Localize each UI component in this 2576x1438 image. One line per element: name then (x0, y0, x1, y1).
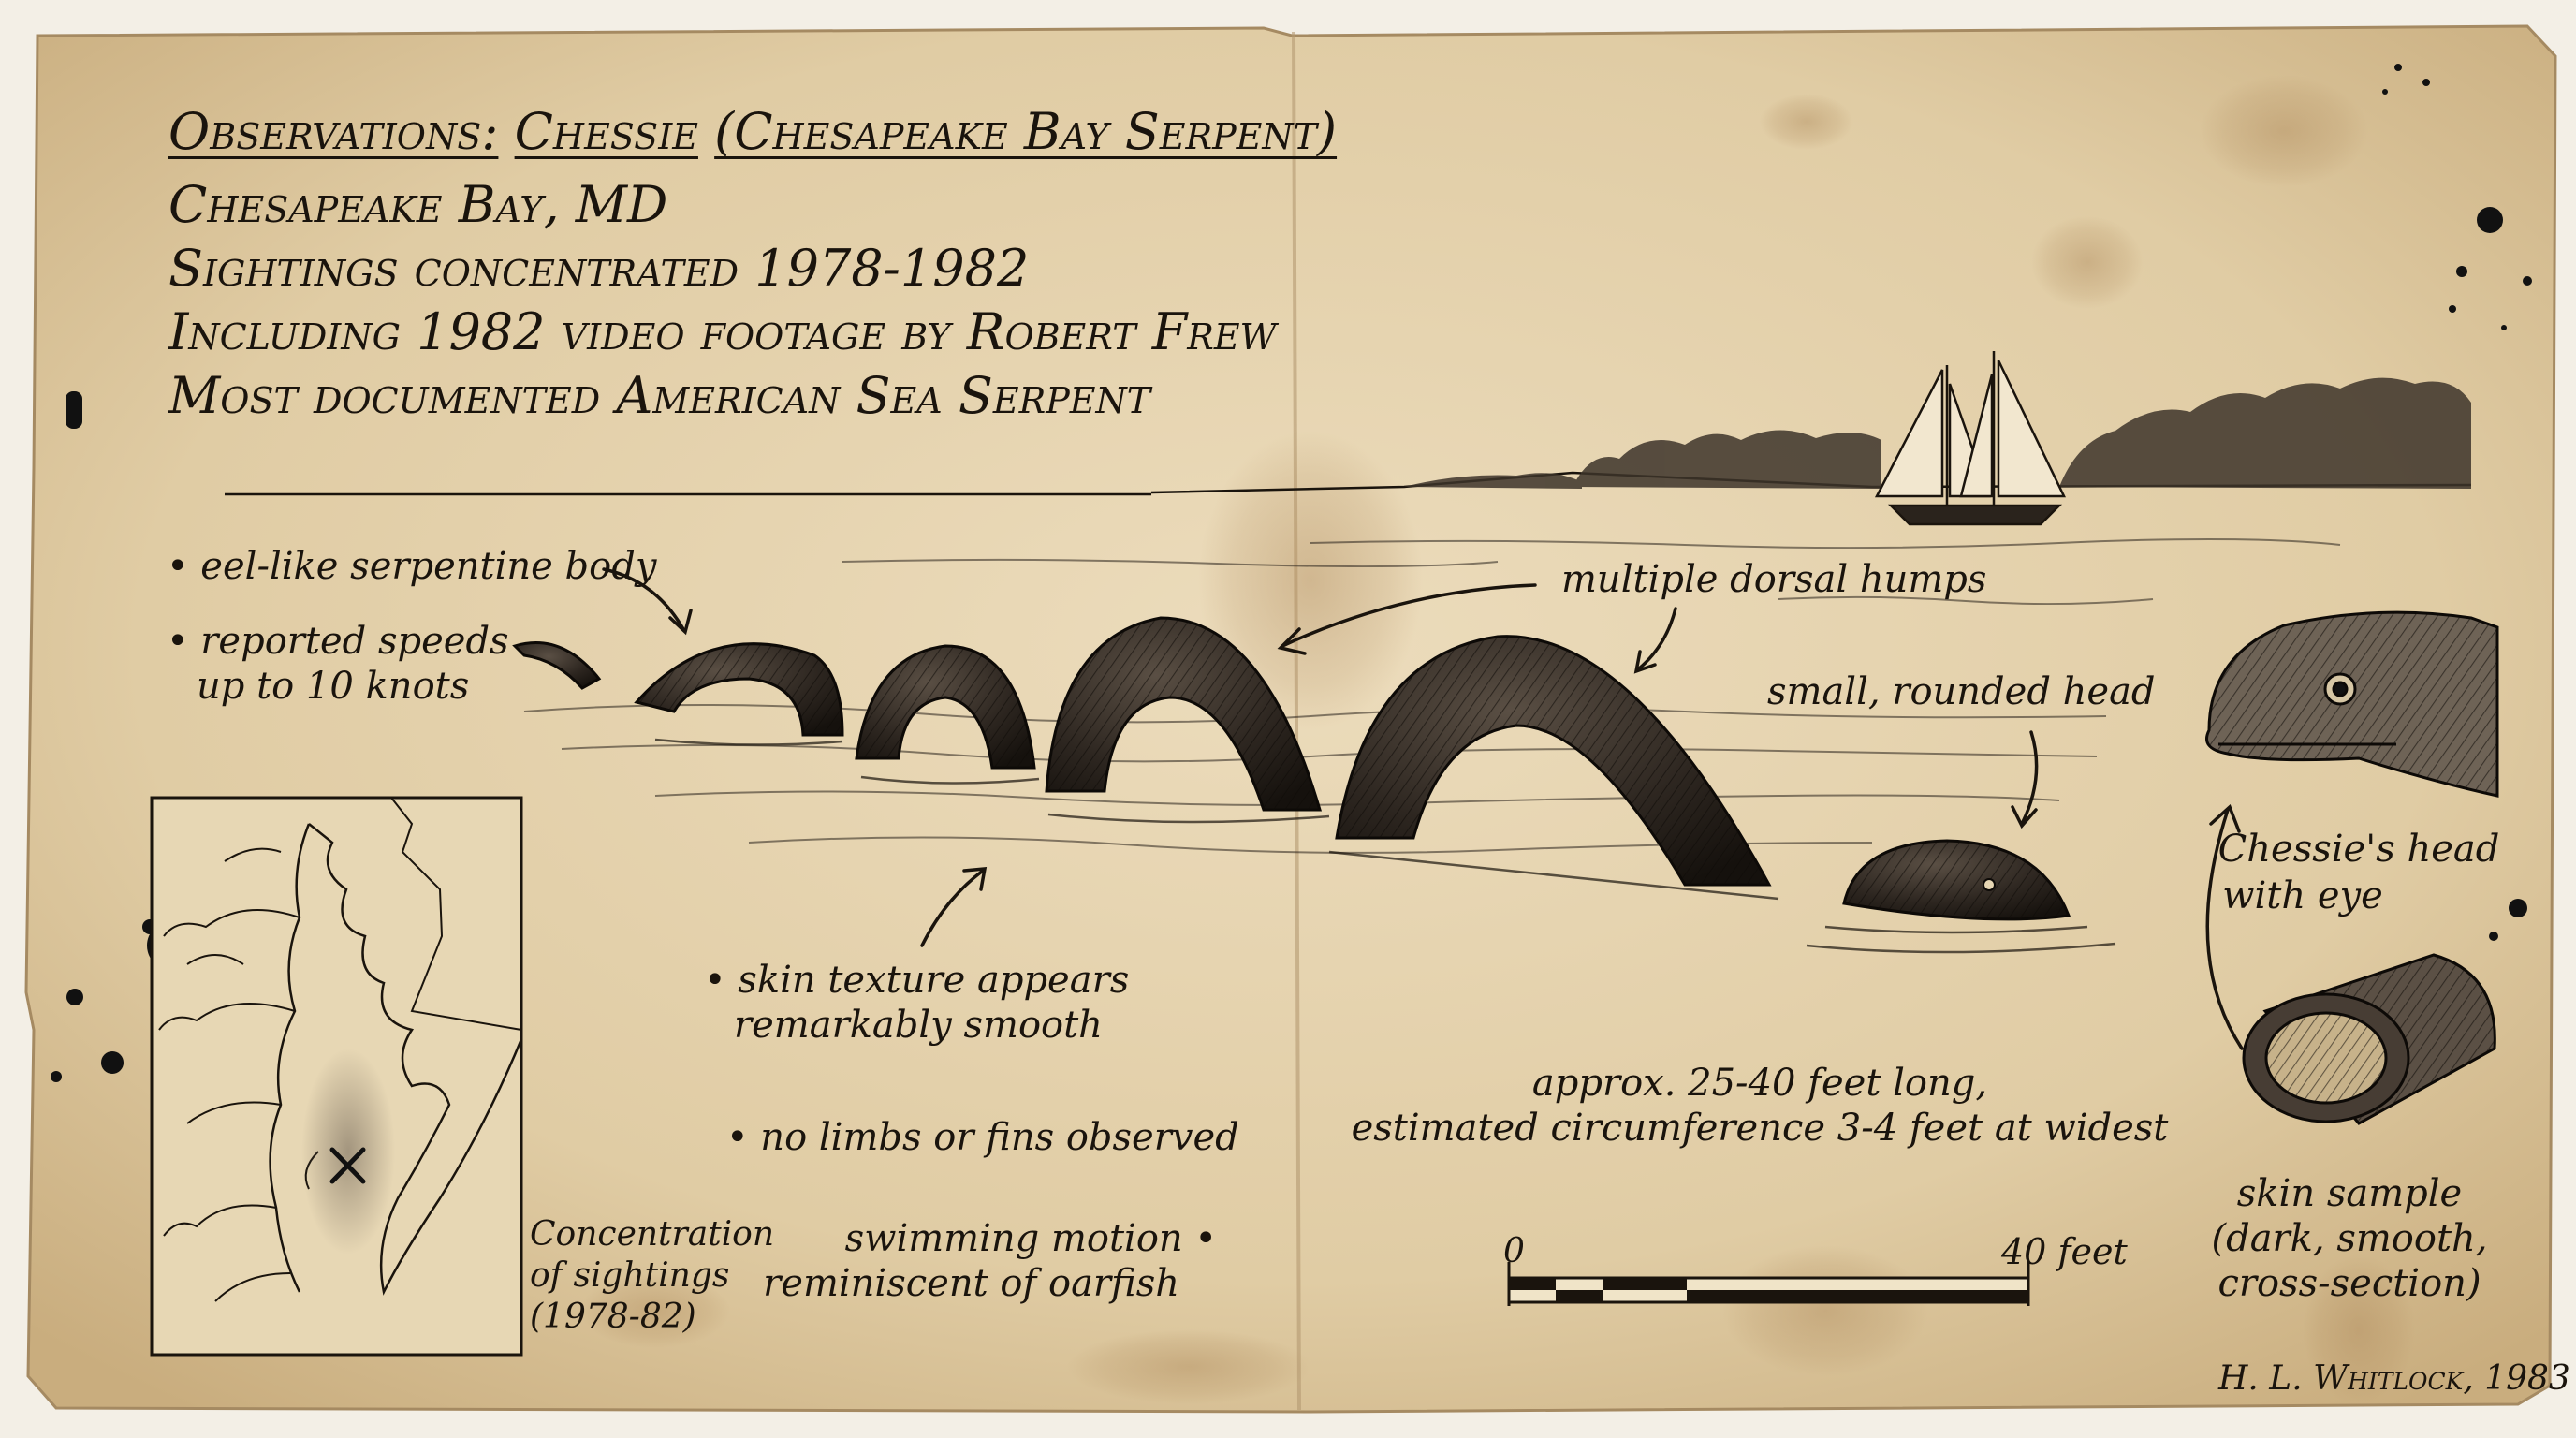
page-title (168, 101, 1337, 163)
note-sample-2: (dark, smooth, (2211, 1217, 2488, 1260)
note-swim-2: reminiscent of oarfish (763, 1262, 1179, 1305)
note-length-2: estimated circumference 3-4 feet at widest (1351, 1107, 2169, 1150)
note-map-1: Concentration (530, 1215, 775, 1254)
note-skin-1: • skin texture appears (704, 959, 1130, 1002)
title-prefix: Observations: (168, 102, 499, 161)
note-map-2: of sightings (530, 1256, 730, 1295)
header-line-footage: Including 1982 video footage by Robert Frew (168, 302, 1277, 361)
header-line-dates: Sightings concentrated 1978-1982 (168, 239, 1030, 298)
note-head-detail-1: Chessie's head (2217, 828, 2500, 871)
note-head-detail-2: with eye (2222, 874, 2383, 917)
scale-label-start: 0 (1503, 1232, 1525, 1270)
note-limbs: • no limbs or fins observed (726, 1116, 1239, 1159)
note-skin-2: remarkably smooth (734, 1004, 1103, 1047)
bay-map (152, 798, 521, 1355)
note-sample-3: cross-section) (2217, 1262, 2481, 1305)
note-head: small, rounded head (1767, 670, 2156, 713)
scale-label-end: 40 feet (2001, 1231, 2128, 1272)
title-name: Chessie (514, 102, 698, 161)
signature: H. L. Whitlock, 1983 (2218, 1359, 2570, 1398)
header-line-location: Chesapeake Bay, MD (168, 175, 668, 234)
note-speed-1: • reported speeds (167, 620, 509, 663)
header-line-documented: Most documented American Sea Serpent (168, 366, 1151, 425)
sighting-shading (301, 1049, 395, 1255)
note-body: • eel-like serpentine body (167, 545, 657, 588)
note-map-3: (1978-82) (530, 1298, 696, 1336)
serpent-eye (1983, 879, 1995, 890)
note-speed-2: up to 10 knots (197, 665, 470, 708)
note-swim-1: swimming motion • (844, 1217, 1217, 1260)
note-length-1: approx. 25-40 feet long, (1531, 1062, 1988, 1105)
title-paren: (Chesapeake Bay Serpent) (714, 102, 1338, 161)
note-sample-1: skin sample (2236, 1172, 2463, 1215)
note-humps: multiple dorsal humps (1561, 558, 1987, 601)
